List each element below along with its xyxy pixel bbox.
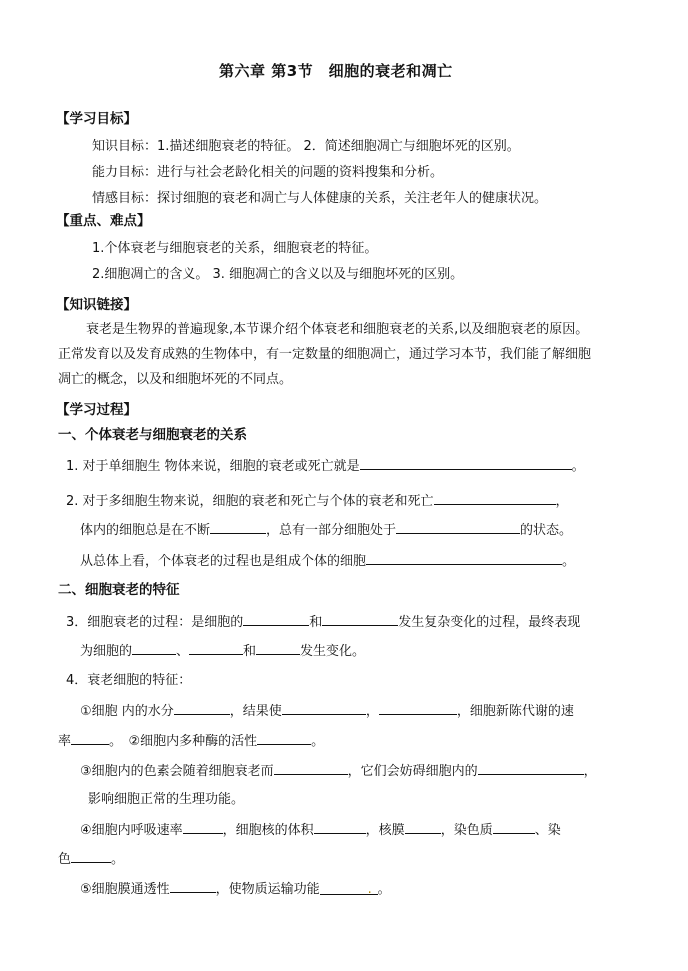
answer-blank[interactable] bbox=[257, 731, 311, 745]
knowledge-goal: 知识目标：1.描述细胞衰老的特征。 2．简述细胞凋亡与细胞坏死的区别。 bbox=[92, 139, 520, 154]
question-3: 3．细胞衰老的过程：是细胞的 和 发生复杂变化的过程，最终表现 bbox=[66, 612, 580, 632]
answer-blank[interactable] bbox=[71, 849, 111, 863]
feature-3: ③细胞内的色素会随着细胞衰老而 ，它们会妨碍细胞内的 ， bbox=[80, 761, 597, 781]
answer-blank[interactable] bbox=[183, 820, 223, 834]
link-line-2: 正常发育以及发育成熟的生物体中，有一定数量的细胞凋亡，通过学习本节，我们能了解细胞 bbox=[58, 347, 592, 362]
answer-blank[interactable] bbox=[243, 612, 309, 626]
answer-blank[interactable] bbox=[71, 731, 109, 745]
feature-1: ①细胞 内的水分 ，结果使 ， ，细胞新陈代谢的速 bbox=[80, 701, 574, 721]
goals-heading: 【学习目标】 bbox=[56, 111, 137, 127]
question-3-line-2: 为细胞的 、 和 发生变化。 bbox=[80, 641, 365, 661]
answer-blank[interactable] bbox=[360, 456, 572, 470]
question-1: 1. 对于单细胞生 物体来说，细胞的衰老或死亡就是 。 bbox=[66, 456, 585, 476]
ability-goal: 能力目标：进行与社会老龄化相关的问题的资料搜集和分析。 bbox=[92, 165, 444, 180]
stray-dot: . bbox=[367, 882, 372, 897]
answer-blank[interactable] bbox=[282, 701, 366, 715]
answer-blank[interactable] bbox=[366, 551, 562, 565]
process-heading: 【学习过程】 bbox=[56, 402, 137, 418]
answer-blank[interactable] bbox=[274, 761, 348, 775]
feature-5: ⑤细胞膜通透性 ，使物质运输功能 . 。 bbox=[80, 879, 391, 899]
answer-blank[interactable] bbox=[189, 641, 243, 655]
key-point-1: 1.个体衰老与细胞衰老的关系，细胞衰老的特征。 bbox=[92, 241, 378, 256]
feature-1-line-2: 率 。 ②细胞内多种酶的活性 。 bbox=[58, 731, 324, 751]
question-2: 2. 对于多细胞生物来说，细胞的衰老和死亡与个体的衰老和死亡 ， bbox=[66, 491, 569, 511]
answer-blank[interactable] bbox=[493, 820, 535, 834]
section-1-title: 一、个体衰老与细胞衰老的关系 bbox=[58, 427, 247, 443]
answer-blank[interactable] bbox=[320, 881, 378, 895]
answer-blank[interactable] bbox=[210, 520, 266, 534]
answer-blank[interactable] bbox=[132, 641, 176, 655]
answer-blank[interactable] bbox=[405, 820, 441, 834]
question-2-line-2: 体内的细胞总是在不断 ，总有一部分细胞处于 的状态。 bbox=[80, 520, 572, 540]
answer-blank[interactable] bbox=[174, 701, 230, 715]
answer-blank[interactable] bbox=[396, 520, 520, 534]
feature-4-line-2: 色 。 bbox=[58, 849, 124, 869]
section-2-title: 二、细胞衰老的特征 bbox=[58, 582, 180, 598]
answer-blank[interactable] bbox=[478, 761, 584, 775]
answer-blank[interactable] bbox=[322, 612, 398, 626]
key-heading: 【重点、难点】 bbox=[56, 213, 151, 229]
page-title: 第六章 第3节 细胞的衰老和凋亡 bbox=[219, 62, 453, 80]
answer-blank[interactable] bbox=[434, 491, 556, 505]
key-point-2: 2.细胞凋亡的含义。 3. 细胞凋亡的含义以及与细胞坏死的区别。 bbox=[92, 267, 464, 282]
emotion-goal: 情感目标：探讨细胞的衰老和凋亡与人体健康的关系，关注老年人的健康状况。 bbox=[92, 191, 548, 206]
answer-blank[interactable] bbox=[170, 879, 216, 893]
question-2-line-3: 从总体上看，个体衰老的过程也是组成个体的细胞 。 bbox=[80, 551, 575, 571]
feature-4: ④细胞内呼吸速率 ，细胞核的体积 ，核膜 ，染色质 、染 bbox=[80, 820, 561, 840]
link-heading: 【知识链接】 bbox=[56, 297, 137, 313]
answer-blank[interactable] bbox=[379, 701, 457, 715]
feature-3-line-2: 影响细胞正常的生理功能。 bbox=[88, 792, 245, 807]
answer-blank[interactable] bbox=[256, 641, 300, 655]
link-line-1: 衰老是生物界的普遍现象,本节课介绍个体衰老和细胞衰老的关系,以及细胞衰老的原因。 bbox=[86, 322, 589, 337]
link-line-3: 凋亡的概念，以及和细胞坏死的不同点。 bbox=[58, 372, 293, 387]
answer-blank[interactable] bbox=[314, 820, 366, 834]
question-4: 4．衰老细胞的特征： bbox=[66, 673, 192, 688]
